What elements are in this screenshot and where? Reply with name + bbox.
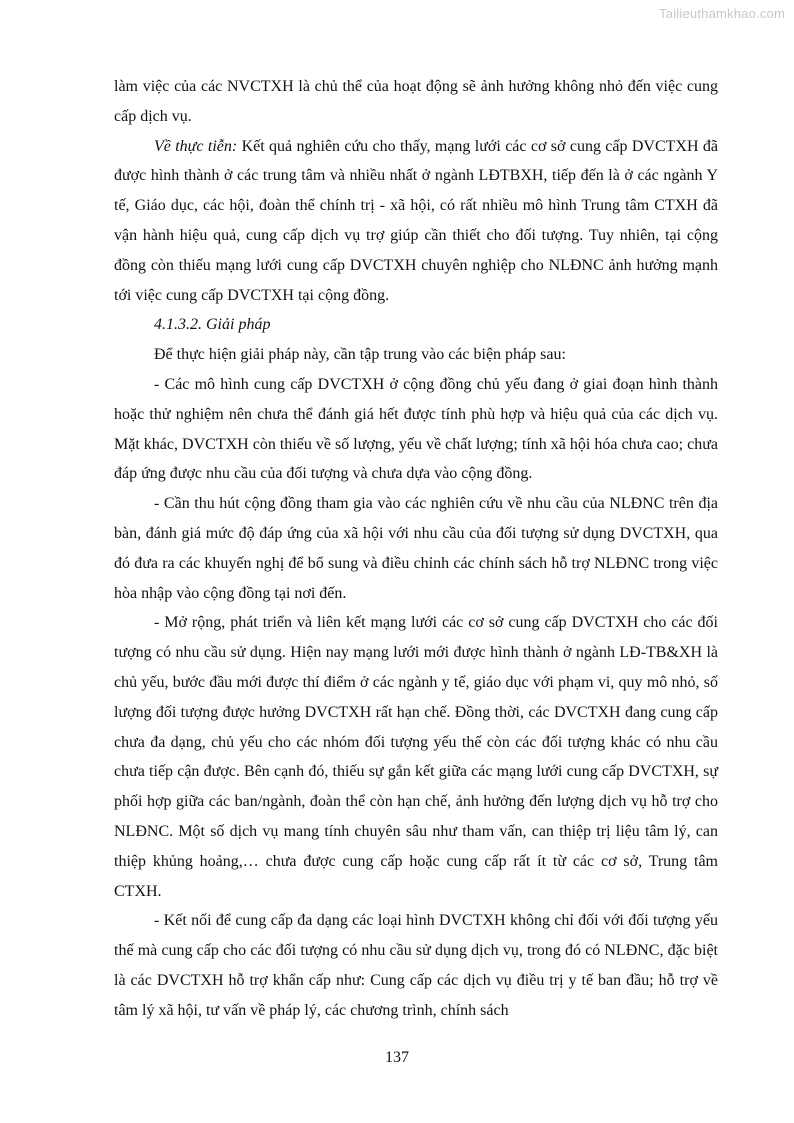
bullet-paragraph: - Các mô hình cung cấp DVCTXH ở cộng đồng chủ yếu đang ở giai đoạn hình thành hoặc thử nghiệm nên chưa thể đánh giá hết được tính phù hợp và hiệu quả của các dịch vụ. Mặt khác, DVCTXH còn thiếu về số lượng, yếu về chất lượng; tính xã hội hóa chưa cao; chưa đáp ứng được nhu cầu của đối tượng và chưa dựa vào cộng đồng. bbox=[114, 375, 718, 483]
paragraph-intro: Để thực hiện giải pháp này, cần tập trung vào các biện pháp sau: bbox=[154, 346, 566, 364]
paragraph-lead: Về thực tiễn: bbox=[154, 137, 238, 155]
bullet-paragraph: - Kết nối để cung cấp đa dạng các loại hình DVCTXH không chỉ đối với đối tượng yếu thế mà cung cấp cho các đối tượng có nhu cầu sử dụng dịch vụ, trong đó có NLĐNC, đặc biệt là các DVCTXH hỗ trợ khẩn cấp như: Cung cấp các dịch vụ điều trị y tế ban đầu; hỗ trợ về tâm lý xã hội, tư vấn về pháp lý, các chương trình, chính sách bbox=[114, 912, 718, 1019]
paragraph-continuation: làm việc của các NVCTXH là chủ thể của hoạt động sẽ ảnh hưởng không nhỏ đến việc cung cấp dịch vụ. bbox=[114, 78, 718, 125]
paragraph-text: Kết quả nghiên cứu cho thấy, mạng lưới các cơ sở cung cấp DVCTXH đã được hình thành ở các trung tâm và nhiều nhất ở ngành LĐTBXH, tiếp đến là ở các ngành Y tế, Giáo dục, các hội, đoàn thể chính trị - xã hội, có rất nhiều mô hình Trung tâm CTXH đã vận hành hiệu quả, cung cấp dịch vụ trợ giúp cần thiết cho đối tượng. Tuy nhiên, tại cộng đồng còn thiếu mạng lưới cung cấp DVCTXH chuyên nghiệp cho NLĐNC ảnh hưởng mạnh tới việc cung cấp DVCTXH tại cộng đồng. bbox=[114, 137, 719, 304]
watermark-text: Tailieuthamkhao.com bbox=[659, 6, 785, 21]
page-number: 137 bbox=[385, 1049, 409, 1066]
bullet-paragraph: - Cần thu hút cộng đồng tham gia vào các nghiên cứu về nhu cầu của NLĐNC trên địa bàn, đánh giá mức độ đáp ứng của xã hội với nhu cầu của đối tượng sử dụng DVCTXH, qua đó đưa ra các khuyến nghị để bổ sung và điều chỉnh các chính sách hỗ trợ NLĐNC trong việc hòa nhập vào cộng đồng tại nơi đến. bbox=[114, 495, 718, 602]
paragraph-practice bbox=[114, 132, 718, 311]
page-body bbox=[114, 72, 718, 1026]
bullet-paragraph: - Mở rộng, phát triển và liên kết mạng lưới các cơ sở cung cấp DVCTXH cho các đối tượng có nhu cầu sử dụng. Hiện nay mạng lưới mới được hình thành ở ngành LĐ-TB&XH là chủ yếu, bước đầu mới được thí điểm ở các ngành y tế, giáo dục với phạm vi, quy mô nhỏ, số lượng đối tượng được hưởng DVCTXH rất hạn chế. Đồng thời, các DVCTXH đang cung cấp chưa đa dạng, chủ yếu cho các nhóm đối tượng yếu thế còn các đối tượng khác có nhu cầu chưa tiếp cận được. Bên cạnh đó, thiếu sự gắn kết giữa các mạng lưới cung cấp DVCTXH, sự phối hợp giữa các ban/ngành, đoàn thể còn hạn chế, ảnh hưởng đến lượng dịch vụ hỗ trợ cho NLĐNC. Một số dịch vụ mang tính chuyên sâu như tham vấn, can thiệp trị liệu tâm lý, can thiệp khủng hoảng,… chưa được cung cấp hoặc cung cấp rất ít từ các cơ sở, Trung tâm CTXH. bbox=[114, 614, 718, 900]
section-heading: 4.1.3.2. Giải pháp bbox=[154, 316, 271, 334]
